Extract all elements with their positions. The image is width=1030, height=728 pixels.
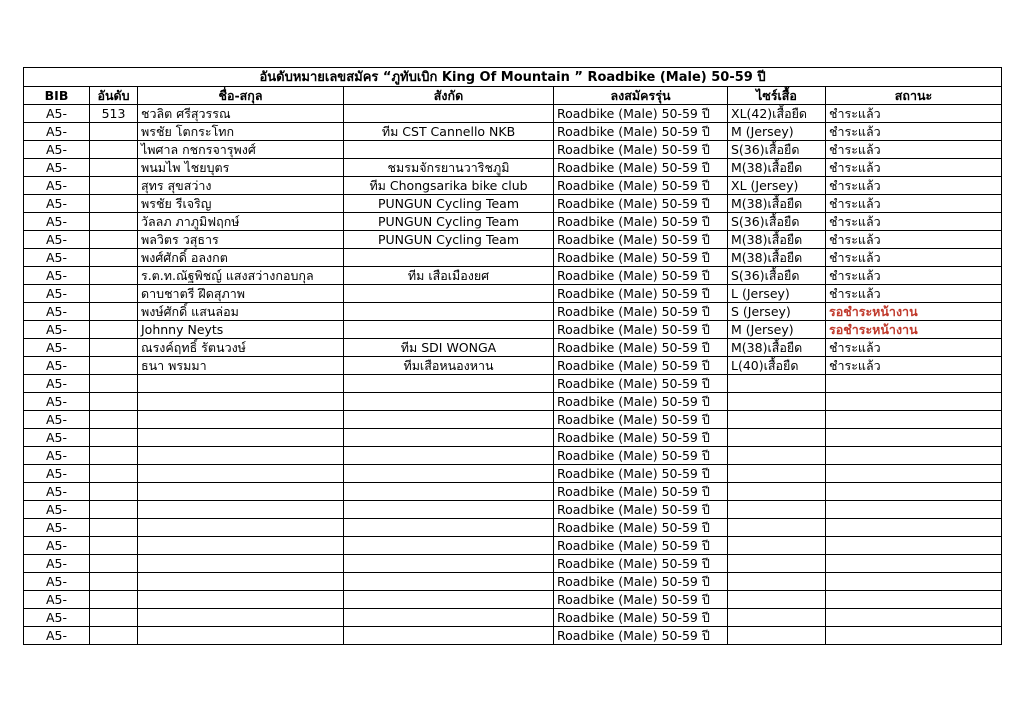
- table-row: [24, 555, 1002, 573]
- cell-name: สุทร สุขสว่าง: [138, 177, 344, 195]
- cell-club: [344, 465, 554, 483]
- cell-club: [344, 303, 554, 321]
- table-row: [24, 591, 1002, 609]
- cell-name: พรชัย รีเจริญ: [138, 195, 344, 213]
- cell-bib: A5-: [24, 609, 90, 627]
- table-body: [24, 105, 1002, 645]
- cell-size: [728, 627, 826, 645]
- cell-club: [344, 447, 554, 465]
- cell-status: ชำระแล้ว: [826, 123, 1002, 141]
- cell-name: [138, 609, 344, 627]
- cell-status: [826, 537, 1002, 555]
- table-row: [24, 141, 1002, 159]
- table-row: [24, 177, 1002, 195]
- cell-category: Roadbike (Male) 50-59 ปี: [554, 411, 728, 429]
- cell-bib: A5-: [24, 285, 90, 303]
- cell-name: ธนา พรมมา: [138, 357, 344, 375]
- cell-name: ไพศาล กชกรจารุพงศ์: [138, 141, 344, 159]
- cell-status: [826, 411, 1002, 429]
- cell-category: Roadbike (Male) 50-59 ปี: [554, 375, 728, 393]
- cell-club: ชมรมจักรยานวาริชภูมิ: [344, 159, 554, 177]
- header-bib: BIB: [24, 87, 90, 105]
- cell-bib: A5-: [24, 159, 90, 177]
- cell-status: ชำระแล้ว: [826, 141, 1002, 159]
- header-status: สถานะ: [826, 87, 1002, 105]
- cell-category: Roadbike (Male) 50-59 ปี: [554, 573, 728, 591]
- table-row: [24, 303, 1002, 321]
- table-row: [24, 231, 1002, 249]
- table-row: [24, 321, 1002, 339]
- cell-category: Roadbike (Male) 50-59 ปี: [554, 393, 728, 411]
- cell-rank: [90, 285, 138, 303]
- cell-size: L(40)เสื้อยืด: [728, 357, 826, 375]
- cell-size: [728, 447, 826, 465]
- cell-name: ณรงค์ฤทธิ์ รัตนวงษ์: [138, 339, 344, 357]
- cell-name: [138, 627, 344, 645]
- cell-size: M (Jersey): [728, 321, 826, 339]
- cell-status: [826, 483, 1002, 501]
- table-row: [24, 537, 1002, 555]
- cell-bib: A5-: [24, 321, 90, 339]
- table-row: [24, 159, 1002, 177]
- table-row: [24, 195, 1002, 213]
- cell-size: S(36)เสื้อยืด: [728, 213, 826, 231]
- table-row: [24, 393, 1002, 411]
- title-row: [24, 68, 1002, 87]
- cell-rank: [90, 447, 138, 465]
- header-category: ลงสมัครรุ่น: [554, 87, 728, 105]
- cell-size: [728, 393, 826, 411]
- cell-status: ชำระแล้ว: [826, 159, 1002, 177]
- cell-status: ชำระแล้ว: [826, 231, 1002, 249]
- cell-rank: [90, 537, 138, 555]
- cell-size: [728, 375, 826, 393]
- table-row: [24, 411, 1002, 429]
- cell-rank: [90, 249, 138, 267]
- cell-bib: A5-: [24, 447, 90, 465]
- cell-status: [826, 519, 1002, 537]
- cell-size: M(38)เสื้อยืด: [728, 195, 826, 213]
- table-row: [24, 339, 1002, 357]
- cell-club: [344, 573, 554, 591]
- cell-club: [344, 141, 554, 159]
- cell-size: S(36)เสื้อยืด: [728, 267, 826, 285]
- header-club: สังกัด: [344, 87, 554, 105]
- cell-rank: [90, 411, 138, 429]
- table-row: [24, 519, 1002, 537]
- cell-status: [826, 501, 1002, 519]
- cell-name: พนมไพ ไชยบุตร: [138, 159, 344, 177]
- cell-status: ชำระแล้ว: [826, 105, 1002, 123]
- cell-status: ชำระแล้ว: [826, 177, 1002, 195]
- cell-club: [344, 393, 554, 411]
- cell-status: [826, 609, 1002, 627]
- cell-status: [826, 555, 1002, 573]
- cell-status: ชำระแล้ว: [826, 267, 1002, 285]
- cell-category: Roadbike (Male) 50-59 ปี: [554, 465, 728, 483]
- cell-bib: A5-: [24, 339, 90, 357]
- table-row: [24, 429, 1002, 447]
- cell-rank: [90, 429, 138, 447]
- cell-rank: 513: [90, 105, 138, 123]
- table-row: [24, 105, 1002, 123]
- cell-name: พลวิตร วสุธาร: [138, 231, 344, 249]
- table-row: [24, 357, 1002, 375]
- cell-bib: A5-: [24, 267, 90, 285]
- cell-name: พงศ์ศักดิ์ อลงกต: [138, 249, 344, 267]
- cell-rank: [90, 141, 138, 159]
- cell-club: ทีม เสือเมืองยศ: [344, 267, 554, 285]
- cell-club: [344, 105, 554, 123]
- cell-club: [344, 555, 554, 573]
- cell-size: [728, 483, 826, 501]
- table-row: [24, 465, 1002, 483]
- cell-bib: A5-: [24, 429, 90, 447]
- cell-size: [728, 411, 826, 429]
- cell-category: Roadbike (Male) 50-59 ปี: [554, 627, 728, 645]
- cell-name: วัลลภ ภาภูมิฟฤกษ์: [138, 213, 344, 231]
- cell-rank: [90, 591, 138, 609]
- cell-category: Roadbike (Male) 50-59 ปี: [554, 429, 728, 447]
- cell-category: Roadbike (Male) 50-59 ปี: [554, 447, 728, 465]
- cell-size: L (Jersey): [728, 285, 826, 303]
- cell-bib: A5-: [24, 483, 90, 501]
- cell-club: [344, 411, 554, 429]
- cell-club: [344, 609, 554, 627]
- header-name: ชื่อ-สกุล: [138, 87, 344, 105]
- cell-category: Roadbike (Male) 50-59 ปี: [554, 483, 728, 501]
- table-row: [24, 375, 1002, 393]
- cell-bib: A5-: [24, 501, 90, 519]
- cell-size: [728, 555, 826, 573]
- cell-size: M(38)เสื้อยืด: [728, 249, 826, 267]
- cell-size: [728, 429, 826, 447]
- cell-name: พรชัย โตกระโทก: [138, 123, 344, 141]
- cell-name: พงษ์ศักดิ์ แสนล่อม: [138, 303, 344, 321]
- cell-bib: A5-: [24, 411, 90, 429]
- table-row: [24, 267, 1002, 285]
- cell-rank: [90, 393, 138, 411]
- cell-name: [138, 447, 344, 465]
- cell-status: ชำระแล้ว: [826, 213, 1002, 231]
- cell-category: Roadbike (Male) 50-59 ปี: [554, 537, 728, 555]
- table-row: [24, 573, 1002, 591]
- cell-name: ร.ต.ท.ณัฐพิชญ์ แสงสว่างกอบกุล: [138, 267, 344, 285]
- table-row: [24, 483, 1002, 501]
- table-row: [24, 609, 1002, 627]
- cell-club: PUNGUN Cycling Team: [344, 195, 554, 213]
- cell-status: [826, 465, 1002, 483]
- cell-category: Roadbike (Male) 50-59 ปี: [554, 321, 728, 339]
- cell-category: Roadbike (Male) 50-59 ปี: [554, 213, 728, 231]
- cell-rank: [90, 465, 138, 483]
- cell-rank: [90, 609, 138, 627]
- cell-rank: [90, 213, 138, 231]
- cell-club: [344, 483, 554, 501]
- cell-name: [138, 501, 344, 519]
- cell-rank: [90, 123, 138, 141]
- cell-status: [826, 393, 1002, 411]
- cell-size: [728, 537, 826, 555]
- table-row: [24, 501, 1002, 519]
- cell-name: [138, 375, 344, 393]
- cell-size: M(38)เสื้อยืด: [728, 159, 826, 177]
- cell-name: [138, 465, 344, 483]
- cell-bib: A5-: [24, 537, 90, 555]
- cell-bib: A5-: [24, 141, 90, 159]
- cell-size: [728, 465, 826, 483]
- cell-category: Roadbike (Male) 50-59 ปี: [554, 195, 728, 213]
- cell-status: [826, 375, 1002, 393]
- cell-name: [138, 429, 344, 447]
- cell-size: S (Jersey): [728, 303, 826, 321]
- cell-status: ชำระแล้ว: [826, 195, 1002, 213]
- cell-bib: A5-: [24, 177, 90, 195]
- cell-bib: A5-: [24, 519, 90, 537]
- cell-bib: A5-: [24, 465, 90, 483]
- cell-bib: A5-: [24, 573, 90, 591]
- cell-category: Roadbike (Male) 50-59 ปี: [554, 357, 728, 375]
- cell-category: Roadbike (Male) 50-59 ปี: [554, 177, 728, 195]
- cell-name: [138, 411, 344, 429]
- header-size: ไซร์เสื้อ: [728, 87, 826, 105]
- table-row: [24, 123, 1002, 141]
- cell-name: [138, 591, 344, 609]
- cell-club: [344, 537, 554, 555]
- cell-rank: [90, 483, 138, 501]
- cell-size: XL(42)เสื้อยืด: [728, 105, 826, 123]
- cell-category: Roadbike (Male) 50-59 ปี: [554, 123, 728, 141]
- cell-bib: A5-: [24, 627, 90, 645]
- cell-rank: [90, 501, 138, 519]
- cell-bib: A5-: [24, 375, 90, 393]
- cell-club: [344, 627, 554, 645]
- cell-category: Roadbike (Male) 50-59 ปี: [554, 519, 728, 537]
- cell-category: Roadbike (Male) 50-59 ปี: [554, 339, 728, 357]
- table-row: [24, 249, 1002, 267]
- cell-status: [826, 591, 1002, 609]
- cell-rank: [90, 159, 138, 177]
- cell-category: Roadbike (Male) 50-59 ปี: [554, 285, 728, 303]
- cell-name: [138, 393, 344, 411]
- cell-bib: A5-: [24, 357, 90, 375]
- cell-size: M (Jersey): [728, 123, 826, 141]
- cell-club: [344, 429, 554, 447]
- header-rank: อันดับ: [90, 87, 138, 105]
- cell-bib: A5-: [24, 303, 90, 321]
- cell-bib: A5-: [24, 393, 90, 411]
- cell-rank: [90, 177, 138, 195]
- cell-rank: [90, 267, 138, 285]
- cell-status: รอชำระหน้างาน: [826, 303, 1002, 321]
- cell-rank: [90, 573, 138, 591]
- cell-category: Roadbike (Male) 50-59 ปี: [554, 249, 728, 267]
- cell-club: ทีม CST Cannello NKB: [344, 123, 554, 141]
- cell-club: [344, 591, 554, 609]
- cell-bib: A5-: [24, 591, 90, 609]
- cell-category: Roadbike (Male) 50-59 ปี: [554, 105, 728, 123]
- cell-category: Roadbike (Male) 50-59 ปี: [554, 591, 728, 609]
- cell-bib: A5-: [24, 249, 90, 267]
- cell-name: [138, 573, 344, 591]
- cell-category: Roadbike (Male) 50-59 ปี: [554, 501, 728, 519]
- cell-category: Roadbike (Male) 50-59 ปี: [554, 267, 728, 285]
- cell-name: [138, 555, 344, 573]
- cell-size: S(36)เสื้อยืด: [728, 141, 826, 159]
- cell-rank: [90, 339, 138, 357]
- cell-status: ชำระแล้ว: [826, 285, 1002, 303]
- cell-size: [728, 501, 826, 519]
- cell-club: PUNGUN Cycling Team: [344, 231, 554, 249]
- cell-bib: A5-: [24, 123, 90, 141]
- cell-name: [138, 483, 344, 501]
- cell-category: Roadbike (Male) 50-59 ปี: [554, 231, 728, 249]
- cell-size: [728, 609, 826, 627]
- cell-rank: [90, 195, 138, 213]
- cell-club: ทีม SDI WONGA: [344, 339, 554, 357]
- registration-table: [23, 67, 1002, 645]
- cell-category: Roadbike (Male) 50-59 ปี: [554, 159, 728, 177]
- cell-size: M(38)เสื้อยืด: [728, 339, 826, 357]
- cell-status: [826, 573, 1002, 591]
- table-title: อันดับหมายเลขสมัคร “ภูทับเบิก King Of Mountain ” Roadbike (Male) 50-59 ปี: [24, 68, 1002, 87]
- cell-name: [138, 519, 344, 537]
- cell-rank: [90, 357, 138, 375]
- cell-status: [826, 429, 1002, 447]
- cell-club: [344, 321, 554, 339]
- cell-size: XL (Jersey): [728, 177, 826, 195]
- cell-club: [344, 519, 554, 537]
- cell-size: [728, 591, 826, 609]
- cell-name: [138, 537, 344, 555]
- cell-status: [826, 627, 1002, 645]
- cell-category: Roadbike (Male) 50-59 ปี: [554, 141, 728, 159]
- cell-size: M(38)เสื้อยืด: [728, 231, 826, 249]
- cell-status: ชำระแล้ว: [826, 357, 1002, 375]
- cell-bib: A5-: [24, 213, 90, 231]
- cell-bib: A5-: [24, 231, 90, 249]
- cell-category: Roadbike (Male) 50-59 ปี: [554, 555, 728, 573]
- cell-club: [344, 249, 554, 267]
- cell-size: [728, 519, 826, 537]
- cell-rank: [90, 303, 138, 321]
- table-row: [24, 285, 1002, 303]
- cell-rank: [90, 519, 138, 537]
- cell-rank: [90, 231, 138, 249]
- header-row: [24, 87, 1002, 105]
- cell-club: [344, 285, 554, 303]
- cell-status: ชำระแล้ว: [826, 339, 1002, 357]
- cell-bib: A5-: [24, 555, 90, 573]
- cell-rank: [90, 321, 138, 339]
- cell-club: [344, 375, 554, 393]
- cell-club: ทีมเสือหนองหาน: [344, 357, 554, 375]
- cell-bib: A5-: [24, 195, 90, 213]
- cell-size: [728, 573, 826, 591]
- cell-bib: A5-: [24, 105, 90, 123]
- cell-name: ชวลิต ศรีสุวรรณ: [138, 105, 344, 123]
- cell-club: ทีม Chongsarika bike club: [344, 177, 554, 195]
- cell-club: PUNGUN Cycling Team: [344, 213, 554, 231]
- cell-rank: [90, 627, 138, 645]
- table-row: [24, 627, 1002, 645]
- cell-status: ชำระแล้ว: [826, 249, 1002, 267]
- cell-category: Roadbike (Male) 50-59 ปี: [554, 303, 728, 321]
- table-row: [24, 447, 1002, 465]
- cell-name: ดาบชาตรี ฝึดสุภาพ: [138, 285, 344, 303]
- cell-club: [344, 501, 554, 519]
- cell-status: รอชำระหน้างาน: [826, 321, 1002, 339]
- table-row: [24, 213, 1002, 231]
- cell-rank: [90, 375, 138, 393]
- cell-category: Roadbike (Male) 50-59 ปี: [554, 609, 728, 627]
- cell-name: Johnny Neyts: [138, 321, 344, 339]
- cell-rank: [90, 555, 138, 573]
- cell-status: [826, 447, 1002, 465]
